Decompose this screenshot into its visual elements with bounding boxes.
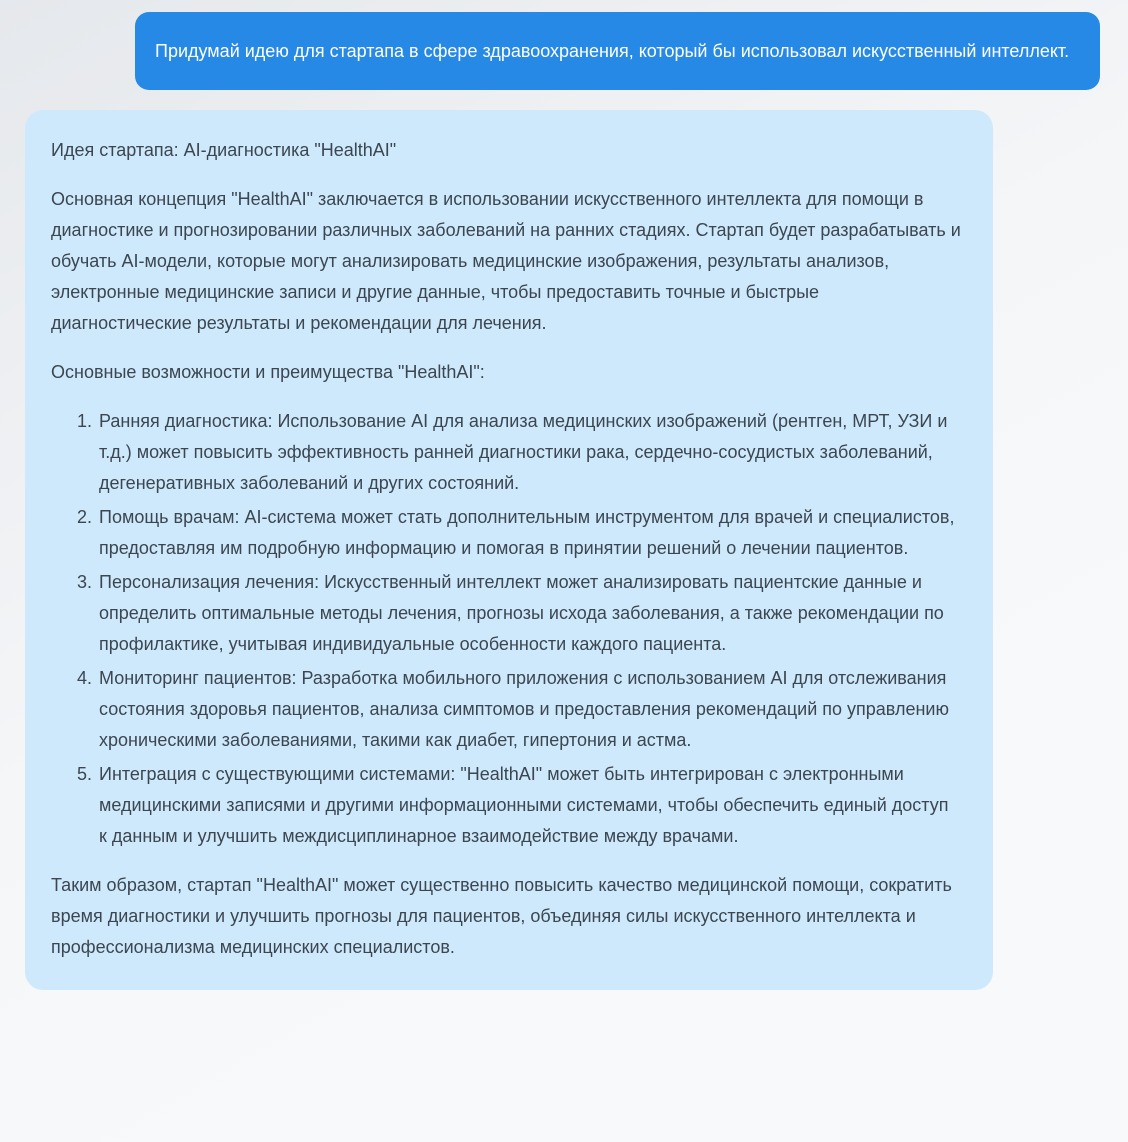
feature-list-item: 3. Персонализация лечения: Искусственный интеллект может анализировать пациентские данные и определить оптимальные методы лечения, прогнозы исхода заболевания, а также рекомендации по профилактике, учитывая индивидуальные особенности каждого пациента. [97, 567, 961, 660]
features-list-heading: Основные возможности и преимущества "HealthAI": [51, 362, 485, 382]
feature-list-item: 1. Ранняя диагностика: Использование AI для анализа медицинских изображений (рентген, МРТ, УЗИ и т.д.) может повысить эффективность ранней диагностики рака, сердечно-сосудистых заболеваний, дегенеративных заболеваний и других состояний. [97, 406, 961, 499]
user-message-bubble [135, 12, 1100, 90]
feature-list-item: 4. Мониторинг пациентов: Разработка мобильного приложения с использованием AI для отслеживания состояния здоровья пациентов, анализа симптомов и предоставления рекомендаций по управлению хроническими заболеваниями, такими как диабет, гипертония и астма. [97, 663, 961, 756]
assistant-concept-paragraph: Основная концепция "HealthAI" заключается в использовании искусственного интеллекта для помощи в диагностике и прогнозировании различных заболеваний на ранних стадиях. Стартап будет разрабатывать и обучать AI-модели, которые могут анализировать медицинские изображения, результаты анализов, электронные медицинские записи и другие данные, чтобы предоставить точные и быстрые диагностические результаты и рекомендации для лечения. [51, 189, 961, 333]
assistant-conclusion: Таким образом, стартап "HealthAI" может существенно повысить качество медицинской помощи, сократить время диагностики и улучшить прогнозы для пациентов, объединяя силы искусственного интеллекта и профессионализма медицинских специалистов. [51, 875, 952, 957]
feature-list-item: 2. Помощь врачам: AI-система может стать дополнительным инструментом для врачей и специалистов, предоставляя им подробную информацию и помогая в принятии решений о лечении пациентов. [97, 502, 961, 564]
user-message-text: Придумай идею для стартапа в сфере здравоохранения, который бы использовал искусственный интеллект. [155, 41, 1070, 61]
features-list [51, 406, 961, 852]
assistant-message-bubble [25, 110, 993, 990]
assistant-intro: Идея стартапа: AI-диагностика "HealthAI" [51, 140, 397, 160]
feature-list-item: 5. Интеграция с существующими системами: "HealthAI" может быть интегрирован с электронными медицинскими записями и другими информационными системами, чтобы обеспечить единый доступ к данным и улучшить междисциплинарное взаимодействие между врачами. [97, 759, 961, 852]
